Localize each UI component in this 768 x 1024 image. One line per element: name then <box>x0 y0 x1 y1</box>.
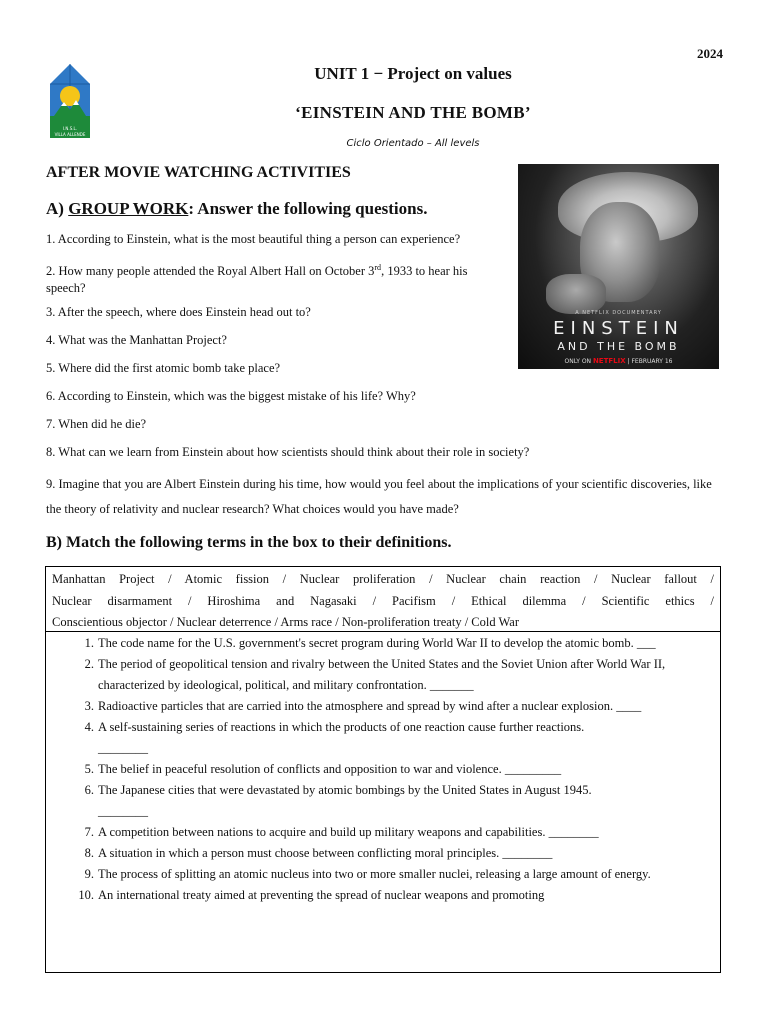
terms-box <box>45 566 721 632</box>
definition-text: The code name for the U.S. government's secret program during World War II to develop the atomic bomb. ___ <box>98 636 656 650</box>
definition-text: An international treaty aimed at preventing the spread of nuclear weapons and promoting <box>98 888 545 902</box>
definition-item <box>46 822 721 843</box>
section-b-heading: B) Match the following terms in the box to their definitions. <box>46 534 452 551</box>
terms-line-1: Manhattan Project / Atomic fission / Nuclear proliferation / Nuclear chain reaction / Nuclear fallout / <box>52 572 714 586</box>
question-5: 5. Where did the first atomic bomb take place? <box>46 361 281 375</box>
poster-footer-date: | FEBRUARY 16 <box>627 358 673 365</box>
definition-text: The process of splitting an atomic nucleus into two or more smaller nuclei, releasing a large amount of energy. <box>98 867 651 881</box>
definition-number: 5. <box>84 762 94 776</box>
logo-text-1: I.N.S.L. <box>62 126 78 131</box>
group-work-prefix: A) <box>46 199 69 218</box>
question-2-rest: , 1933 to hear his speech? <box>46 264 468 296</box>
definition-text: A competition between nations to acquire and build up military weapons and capabilities. ________ <box>98 825 599 839</box>
movie-poster <box>518 164 719 369</box>
definition-number: 10. <box>78 888 94 902</box>
question-2-text: 2. How many people attended the Royal Albert Hall on October 3 <box>46 264 375 279</box>
definition-text: The period of geopolitical tension and rivalry between the United States and the Soviet Union after World War II, characterized by ideological, political, and military confrontation. _______ <box>98 657 666 692</box>
question-9: 9. Imagine that you are Albert Einstein during his time, how would you feel about the implications of your scientific discoveries, like the theory of relativity and nuclear research? What choices would you have made? <box>46 477 712 516</box>
movie-title: ‘EINSTEIN AND THE BOMB’ <box>295 103 531 122</box>
unit-title: UNIT 1 − Project on values <box>314 64 512 83</box>
definition-number: 8. <box>84 846 94 860</box>
definition-item <box>46 864 721 885</box>
poster-title-line1: EINSTEIN <box>553 318 684 339</box>
poster-small-text: A NETFLIX DOCUMENTARY <box>575 310 662 316</box>
definition-item <box>46 843 721 864</box>
section-a-heading: AFTER MOVIE WATCHING ACTIVITIES <box>46 164 351 181</box>
definition-item <box>46 780 721 822</box>
definition-number: 9. <box>84 867 94 881</box>
question-6: 6. According to Einstein, which was the biggest mistake of his life? Why? <box>46 389 416 403</box>
year-label: 2024 <box>697 46 723 61</box>
terms-line-3: Conscientious objector / Nuclear deterrence / Arms race / Non-proliferation treaty / Cold War <box>52 615 520 629</box>
definition-text: Radioactive particles that are carried into the atmosphere and spread by wind after a nuclear explosion. ____ <box>98 699 642 713</box>
definition-number: 6. <box>84 783 94 797</box>
definition-number: 7. <box>84 825 94 839</box>
definition-text: The Japanese cities that were devastated by atomic bombings by the United States in August 1945. <box>98 783 592 797</box>
question-1: 1. According to Einstein, what is the most beautiful thing a person can experience? <box>46 232 461 246</box>
logo-text-2: VILLA ALLENDE <box>54 132 86 137</box>
group-work-label <box>46 199 427 219</box>
netflix-logo: NETFLIX <box>592 357 626 365</box>
definition-number: 1. <box>84 636 94 650</box>
poster-footer-left: ONLY ON <box>564 358 592 365</box>
question-7: 7. When did he die? <box>46 417 147 431</box>
definition-number: 4. <box>84 720 94 734</box>
definition-number: 3. <box>84 699 94 713</box>
question-4: 4. What was the Manhattan Project? <box>46 333 227 347</box>
terms-line-2: Nuclear disarmament / Hiroshima and Nagasaki / Pacifism / Ethical dilemma / Scientific ethics / <box>52 593 714 608</box>
definition-text: A situation in which a person must choose between conflicting moral principles. ________ <box>98 846 553 860</box>
definition-item <box>46 633 721 654</box>
group-work-rest: : Answer the following questions. <box>188 199 428 218</box>
poster-title-line2: AND THE BOMB <box>557 340 680 353</box>
definitions-box <box>45 631 721 973</box>
definition-number: 2. <box>84 657 94 671</box>
question-2-sup: rd <box>374 263 382 272</box>
subtitle: Ciclo Orientado – All levels <box>346 138 480 149</box>
answer-blank: ________ <box>98 741 148 755</box>
question-8: 8. What can we learn from Einstein about how scientists should think about their role in society? <box>46 445 530 459</box>
definition-item <box>46 759 721 780</box>
poster-hand <box>546 274 606 314</box>
definition-item <box>46 717 721 759</box>
question-2 <box>46 259 496 297</box>
definition-item <box>46 696 721 717</box>
definitions-list <box>46 633 721 906</box>
definition-item <box>46 654 721 696</box>
poster-footer <box>518 357 719 365</box>
group-work-underlined: GROUP WORK <box>68 199 189 218</box>
definition-text: A self-sustaining series of reactions in which the products of one reaction cause further reactions. <box>98 720 585 734</box>
definition-text: The belief in peaceful resolution of conflicts and opposition to war and violence. _________ <box>98 762 562 776</box>
question-3: 3. After the speech, where does Einstein head out to? <box>46 305 311 319</box>
definition-item <box>46 885 721 906</box>
answer-blank: ________ <box>98 804 148 818</box>
